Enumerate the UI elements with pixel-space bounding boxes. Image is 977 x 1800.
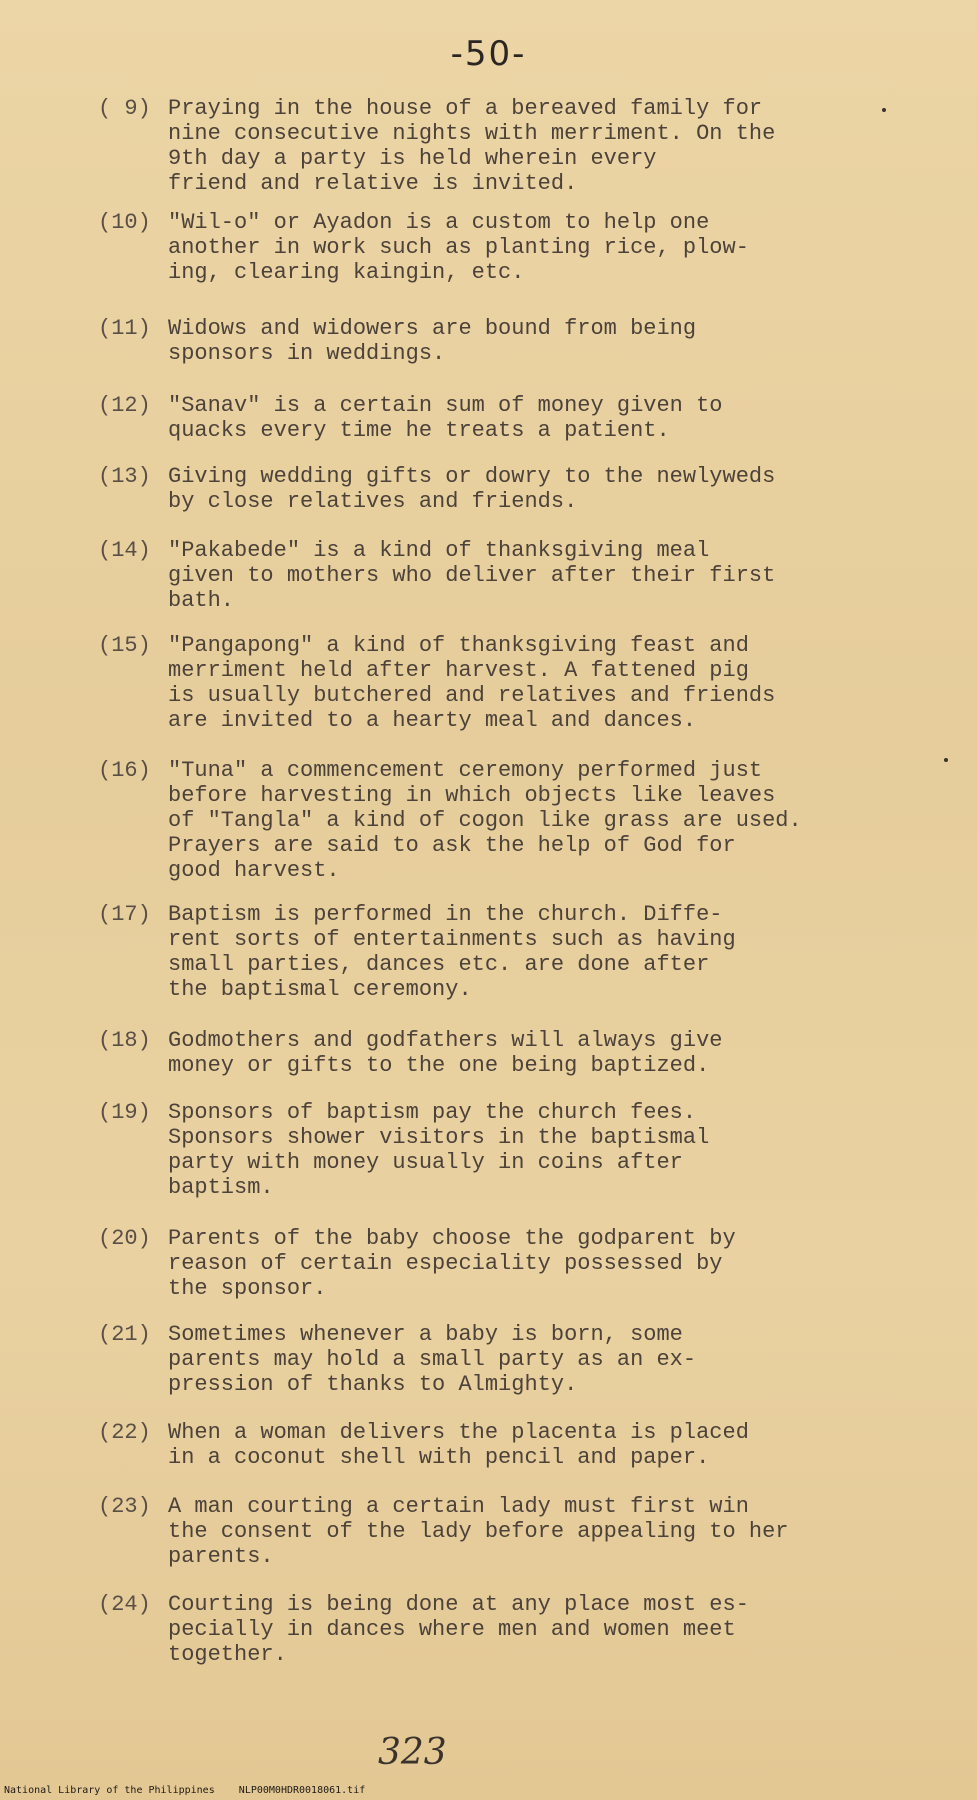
item-text [168, 393, 968, 443]
text-line: Giving wedding gifts or dowry to the newlyweds [168, 464, 776, 489]
text-line: Sponsors shower visitors in the baptismal [168, 1125, 710, 1150]
text-line: When a woman delivers the placenta is placed [168, 1420, 749, 1445]
text-line: "Tuna" a commencement ceremony performed just [168, 758, 763, 783]
text-line: 9th day a party is held wherein every [168, 146, 657, 171]
item-number: (20) [98, 1226, 151, 1251]
text-line: friend and relative is invited. [168, 171, 578, 196]
item-text [168, 316, 968, 366]
text-line: A man courting a certain lady must first win [168, 1494, 749, 1519]
text-line: party with money usually in coins after [168, 1150, 683, 1175]
text-line: of "Tangla" a kind of cogon like grass are used. [168, 808, 802, 833]
item-number: ( 9) [98, 96, 151, 121]
text-line: given to mothers who deliver after their first [168, 563, 776, 588]
text-line: "Sanav" is a certain sum of money given to [168, 393, 723, 418]
text-line: is usually butchered and relatives and friends [168, 683, 776, 708]
text-line: merriment held after harvest. A fattened pig [168, 658, 749, 683]
text-line: Prayers are said to ask the help of God for [168, 833, 736, 858]
text-line: good harvest. [168, 858, 340, 883]
item-text [168, 1028, 968, 1078]
item-text [168, 538, 968, 613]
text-line: "Pangapong" a kind of thanksgiving feast and [168, 633, 749, 658]
text-line: "Pakabede" is a kind of thanksgiving meal [168, 538, 710, 563]
item-text [168, 902, 968, 1002]
text-line: before harvesting in which objects like leaves [168, 783, 776, 808]
text-line: bath. [168, 588, 235, 613]
text-line: by close relatives and friends. [168, 489, 578, 514]
text-line: parents may hold a small party as an ex- [168, 1347, 697, 1372]
item-number: (22) [98, 1420, 151, 1445]
text-line: another in work such as planting rice, plow- [168, 235, 749, 260]
ink-mark [944, 758, 948, 762]
text-line: in a coconut shell with pencil and paper. [168, 1445, 710, 1470]
item-text [168, 464, 968, 514]
text-line: pression of thanks to Almighty. [168, 1372, 578, 1397]
item-number: (12) [98, 393, 151, 418]
text-line: Sponsors of baptism pay the church fees. [168, 1100, 697, 1125]
ink-mark [882, 108, 886, 112]
text-line: are invited to a hearty meal and dances. [168, 708, 697, 733]
item-number: (14) [98, 538, 151, 563]
item-number: (13) [98, 464, 151, 489]
text-line: quacks every time he treats a patient. [168, 418, 670, 443]
item-number: (18) [98, 1028, 151, 1053]
text-line: "Wil-o" or Ayadon is a custom to help one [168, 210, 710, 235]
item-number: (10) [98, 210, 151, 235]
item-text [168, 96, 968, 196]
item-text [168, 1494, 968, 1569]
text-line: Courting is being done at any place most es- [168, 1592, 749, 1617]
text-line: pecially in dances where men and women meet [168, 1617, 736, 1642]
item-number: (19) [98, 1100, 151, 1125]
text-line: sponsors in weddings. [168, 341, 446, 366]
item-text [168, 1592, 968, 1667]
text-line: Sometimes whenever a baby is born, some [168, 1322, 683, 1347]
text-line: Baptism is performed in the church. Diffe- [168, 902, 723, 927]
item-number: (21) [98, 1322, 151, 1347]
item-number: (15) [98, 633, 151, 658]
handwritten-page-number: 323 [378, 1732, 447, 1773]
text-line: nine consecutive nights with merriment. On the [168, 121, 776, 146]
item-text [168, 1420, 968, 1470]
text-line: Parents of the baby choose the godparent by [168, 1226, 736, 1251]
text-line: Praying in the house of a bereaved family for [168, 96, 763, 121]
item-text [168, 758, 968, 883]
archive-caption: National Library of the Philippines NLP00M0HDR0018061.tif [4, 1785, 366, 1796]
text-line: the sponsor. [168, 1276, 327, 1301]
text-line: small parties, dances etc. are done after [168, 952, 710, 977]
text-line: Godmothers and godfathers will always give [168, 1028, 723, 1053]
page-number: -50- [450, 34, 527, 74]
item-text [168, 1226, 968, 1301]
item-text [168, 1100, 968, 1200]
text-line: ing, clearing kaingin, etc. [168, 260, 525, 285]
item-text [168, 1322, 968, 1397]
text-line: the baptismal ceremony. [168, 977, 472, 1002]
text-line: money or gifts to the one being baptized. [168, 1053, 710, 1078]
text-line: reason of certain especiality possessed by [168, 1251, 723, 1276]
text-line: rent sorts of entertainments such as having [168, 927, 736, 952]
item-number: (17) [98, 902, 151, 927]
item-number: (11) [98, 316, 151, 341]
item-text [168, 210, 968, 285]
item-number: (16) [98, 758, 151, 783]
text-line: baptism. [168, 1175, 274, 1200]
text-line: together. [168, 1642, 287, 1667]
text-line: parents. [168, 1544, 274, 1569]
text-line: Widows and widowers are bound from being [168, 316, 697, 341]
item-number: (23) [98, 1494, 151, 1519]
item-number: (24) [98, 1592, 151, 1617]
text-line: the consent of the lady before appealing to her [168, 1519, 789, 1544]
item-text [168, 633, 968, 733]
